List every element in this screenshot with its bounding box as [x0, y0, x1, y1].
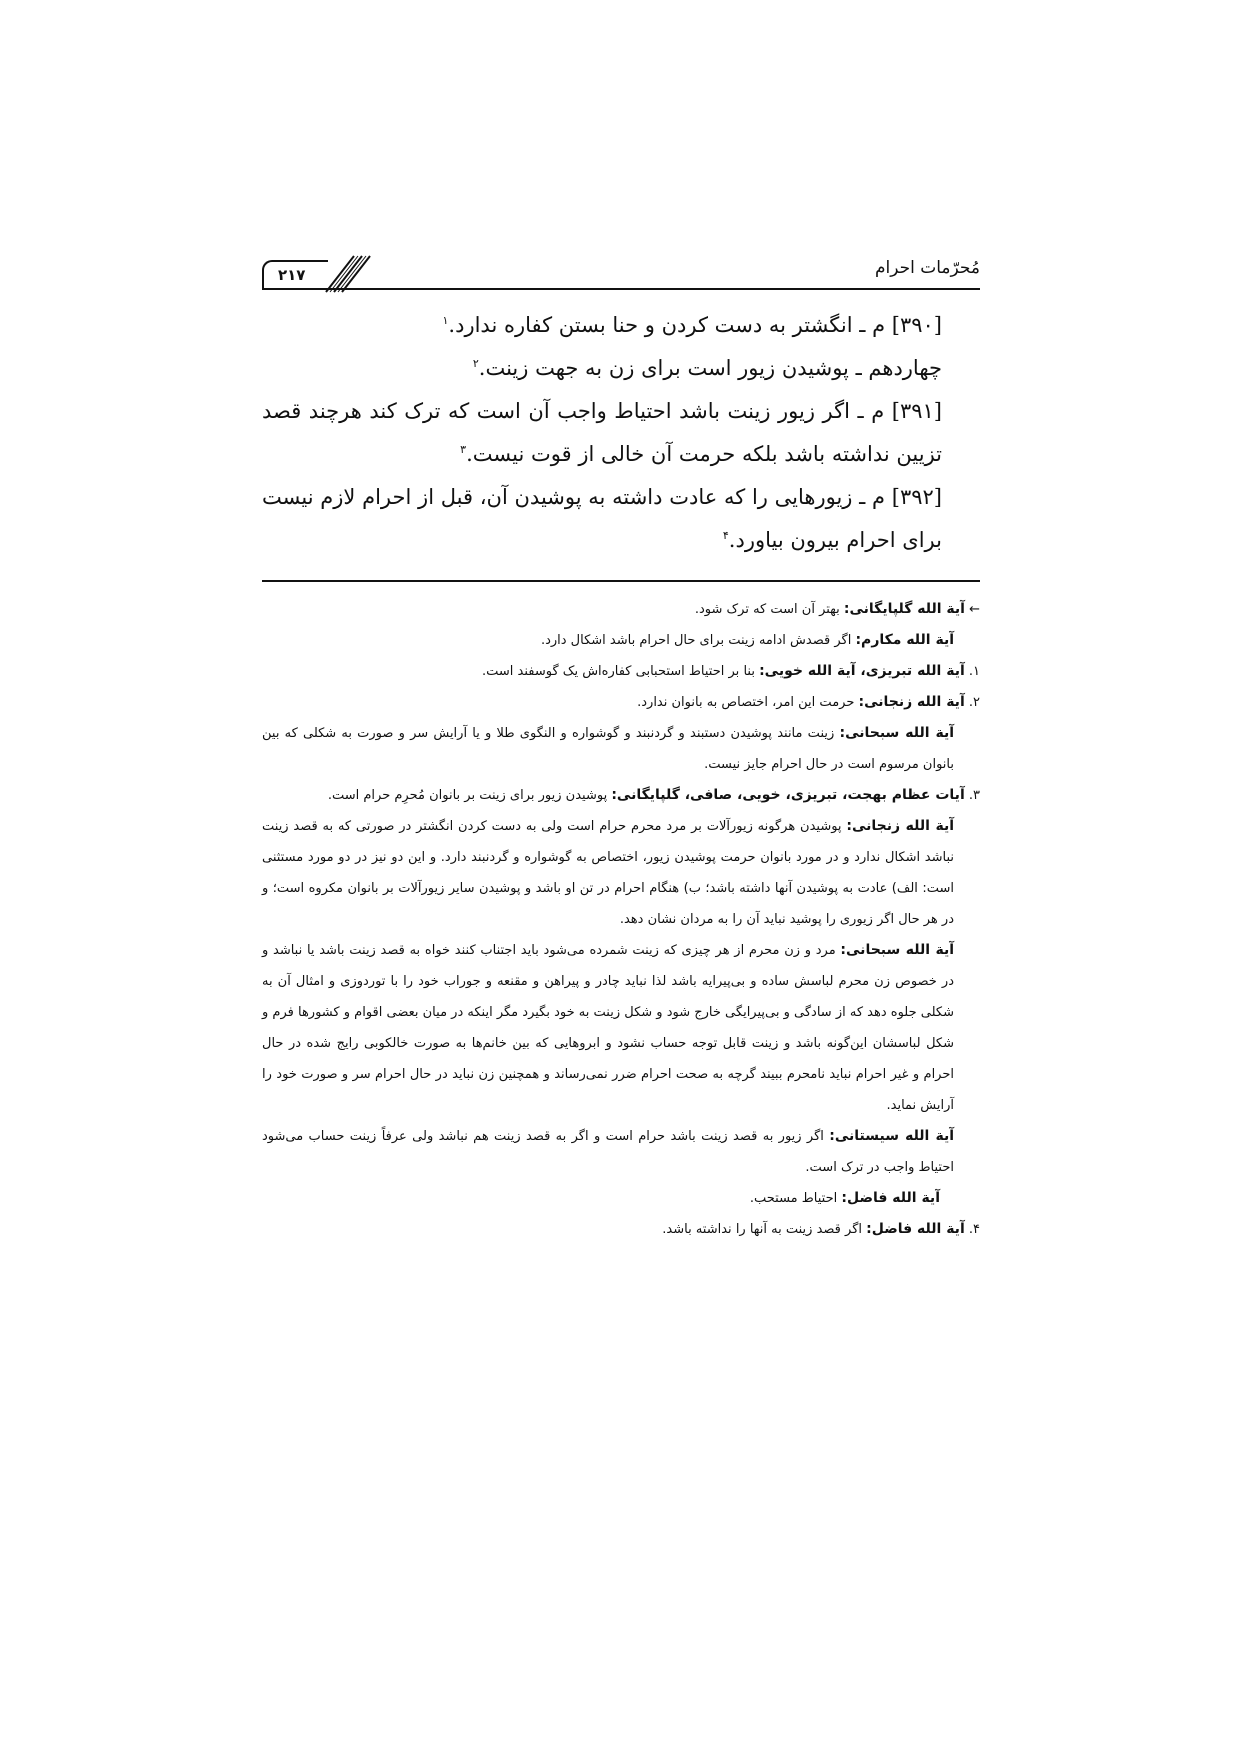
footnote-item — [262, 1214, 980, 1245]
paragraph-text: [۳۹۲] م ـ زیورهایی را که عادت داشته به پوشیدن آن، قبل از احرام لازم نیست برای احرام بیرون بیاورد. — [262, 485, 942, 552]
footnote-text: پوشیدن زیور برای زینت بر بانوان مُحرِم حرام است. — [327, 788, 612, 803]
paragraph-text: [۳۹۱] م ـ اگر زیور زینت باشد احتیاط واجب آن است که ترک کند هرچند قصد تزیین نداشته باشد بلکه حرمت آن خالی از قوت نیست. — [262, 399, 942, 466]
authority-name: آیة الله گلپایگانی: — [843, 601, 965, 617]
footnote-text: بنا بر احتیاط استحبابی کفاره‌اش یک گوسفند است. — [482, 664, 760, 679]
footnote-item — [262, 594, 980, 625]
authority-name: آیة الله زنجانی: — [858, 694, 965, 710]
footnote-item — [262, 780, 980, 811]
authority-name: آیة الله سیستانی: — [829, 1128, 954, 1144]
page-number: ۲۱۷ — [278, 266, 306, 284]
footnote-text: احتیاط مستحب. — [749, 1191, 842, 1206]
footnote-text: حرمت این امر، اختصاص به بانوان ندارد. — [637, 695, 859, 710]
footnote-ref[interactable]: ۱ — [442, 314, 449, 327]
footnote-text: اگر قصد زینت به آنها را نداشته باشد. — [662, 1222, 867, 1237]
footnote-item — [262, 687, 980, 718]
footnotes — [262, 594, 980, 1245]
footnote-ref[interactable]: ۳ — [460, 443, 467, 456]
footnote-text: مرد و زن محرم از هر چیزی که زینت شمرده می‌شود باید اجتناب کنند خواه به قصد زینت باشد یا نباشد و در خصوص زن محرم لباسش ساده و بی‌پیرایه باشد لذا نباید چادر و پیراهن و مقنعه و جوراب خود را با توردوزی و امثال آن به شکلی جلوه دهد که از سادگی و بی‌پیرایگی خارج شود و شکل زینت به خود بگیرد مگر اینکه در میان بعضی اقوام و کشورها فرم و شکل لباسشان این‌گونه باشد و زینت قابل توجه حساب نشود و ابروهایی که بین خانم‌ها به صورت خالکوبی رایج شده در حال احرام و غیر احرام نباید نامحرم ببیند گرچه به صحت احرام ضرر نمی‌رساند و همچنین زن نباید در حال احرام سر و صورت خود را آرایش نماید. — [262, 943, 954, 1113]
footnote-prefix: ۴. — [964, 1222, 980, 1237]
decorative-slashes-icon — [324, 254, 372, 294]
footnote-item — [262, 718, 980, 780]
footnote-prefix: ۱. — [964, 664, 980, 679]
footnote-item — [262, 811, 980, 935]
footnote-text: بهتر آن است که ترک شود. — [694, 602, 844, 617]
page-header — [262, 252, 980, 290]
footnote-item — [262, 625, 980, 656]
authority-name: آیة الله زنجانی: — [846, 818, 954, 834]
paragraph-392 — [262, 476, 980, 562]
paragraph-390 — [262, 304, 980, 347]
section-heading-14 — [262, 347, 980, 390]
footnote-item — [262, 656, 980, 687]
footnote-ref[interactable]: ۴ — [722, 529, 729, 542]
paragraph-391 — [262, 390, 980, 476]
footnote-text: اگر زیور به قصد زینت باشد حرام است و اگر به قصد زینت هم نباشد ولی عرفاً زینت حساب می‌شود احتیاط واجب در ترک است. — [262, 1129, 954, 1175]
footnote-text: پوشیدن هرگونه زیورآلات بر مرد محرم حرام است ولی به دست کردن انگشتر در صورتی که به قصد زینت نباشد اشکال ندارد و در مورد بانوان حرمت پوشیدن زیور، اختصاص به گوشواره و گردنبند دارد. و این دو نیز در دو مورد مستثنی است: الف) عادت به پوشیدن آنها داشته باشد؛ ب) هنگام احرام در تن او باشد و پوشیدن سایر زیورآلات بر بانوان مکروه است؛ و در هر حال اگر زیوری را پوشید نباید آن را به مردان نشان دهد. — [262, 819, 954, 927]
page-number-box — [262, 260, 328, 288]
authority-name: آیة الله مکارم: — [855, 632, 954, 648]
authority-name: آیة الله فاضل: — [841, 1190, 940, 1206]
footnote-ref[interactable]: ۲ — [472, 357, 479, 370]
paragraph-text: [۳۹۰] م ـ انگشتر به دست کردن و حنا بستن کفاره ندارد. — [448, 313, 942, 337]
footnote-item — [262, 1121, 980, 1183]
footnote-item — [262, 1183, 980, 1214]
book-page — [262, 252, 980, 1245]
footnote-text: زینت مانند پوشیدن دستبند و گردنبند و گوشواره و النگوی طلا و یا آرایش سر و صورت به شکلی که بین بانوان مرسوم است در حال احرام جایز نیست. — [262, 726, 954, 772]
footnote-prefix: ← — [964, 602, 980, 617]
footnote-divider — [262, 580, 980, 582]
authority-name: آیة الله سبحانی: — [839, 725, 954, 741]
main-text — [262, 304, 980, 562]
footnote-item — [262, 935, 980, 1121]
running-title: مُحرّمات احرام — [874, 258, 980, 278]
authority-name: آیة الله سبحانی: — [840, 942, 955, 958]
footnote-prefix: ۲. — [964, 695, 980, 710]
authority-name: آیات عظام بهجت، تبریزی، خویی، صافی، گلپایگانی: — [611, 787, 965, 803]
authority-name: آیة الله تبریزی، آیة الله خویی: — [759, 663, 965, 679]
footnote-text: اگر قصدش ادامه زینت برای حال احرام باشد اشکال دارد. — [540, 633, 856, 648]
authority-name: آیة الله فاضل: — [866, 1221, 965, 1237]
heading-text: چهاردهم ـ پوشیدن زیور است برای زن به جهت زینت. — [478, 356, 942, 380]
footnote-prefix: ۳. — [964, 788, 980, 803]
